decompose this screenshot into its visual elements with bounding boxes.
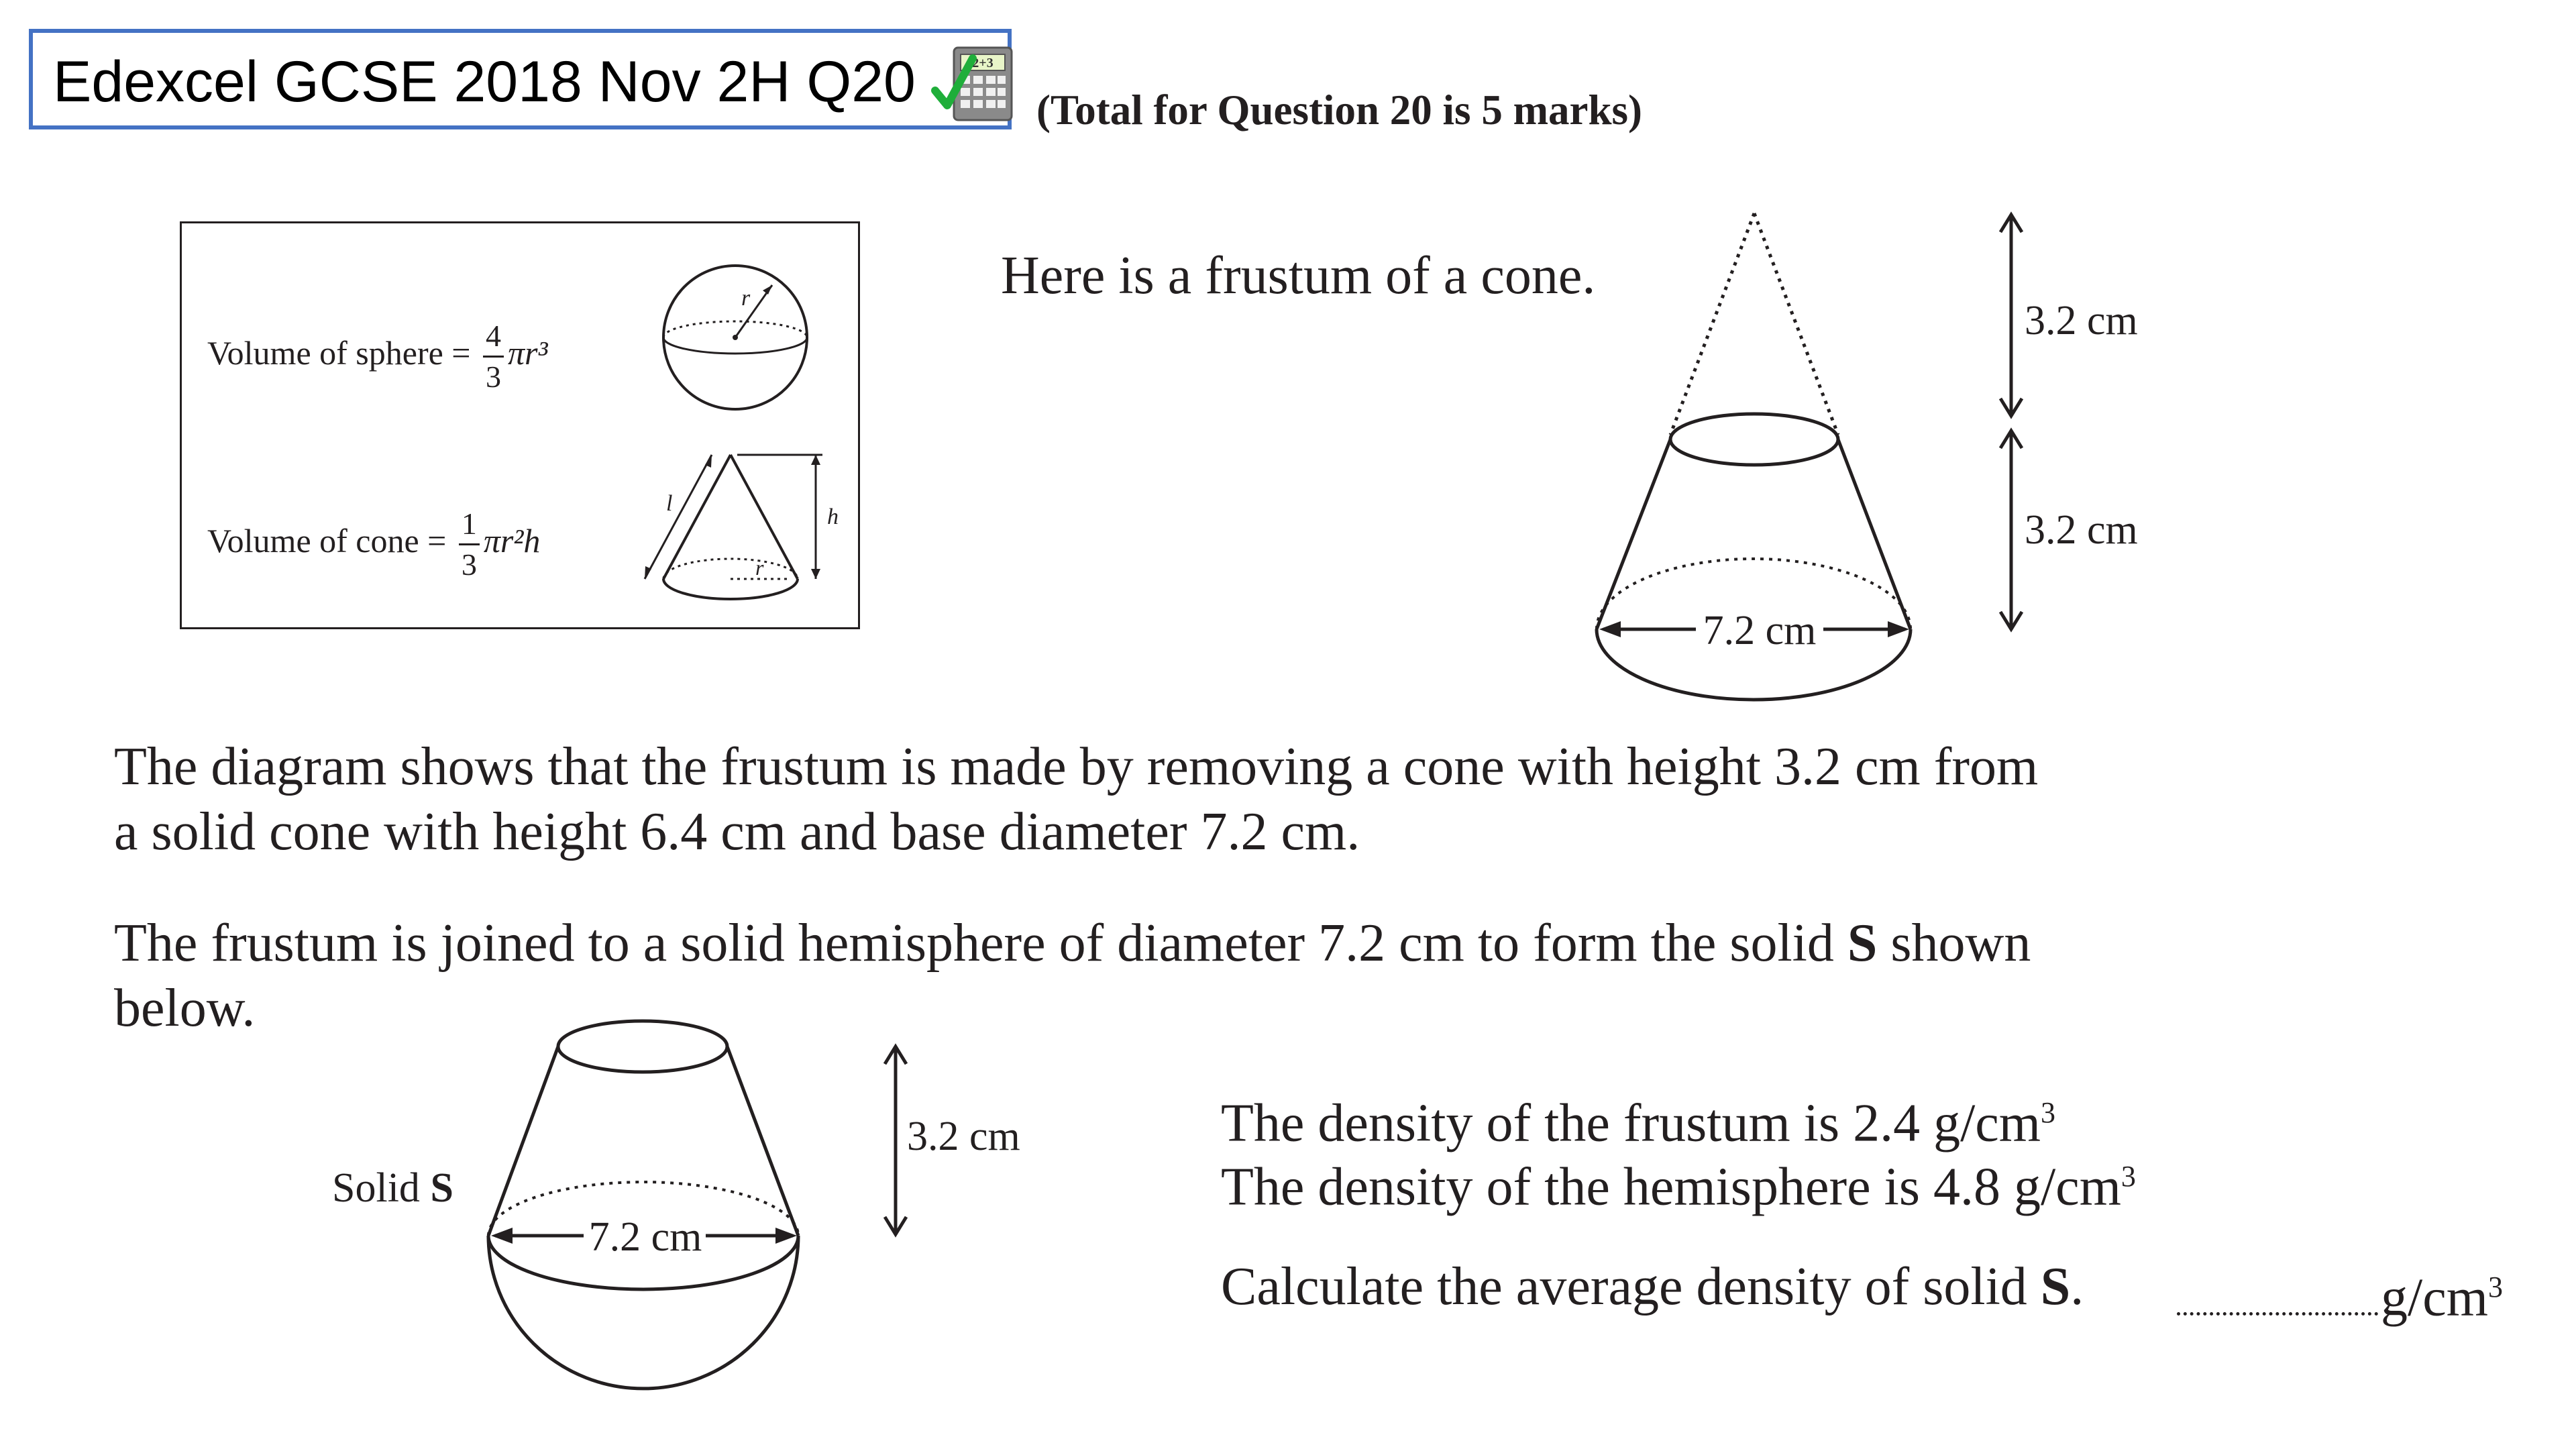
base-diameter-label: 7.2 cm xyxy=(1703,608,1817,653)
paragraph-2-line-1 xyxy=(114,911,2031,976)
top-height-label: 3.2 cm xyxy=(2025,298,2138,343)
solid-s-height-label: 3.2 cm xyxy=(907,1114,1020,1159)
sphere-expression: πr³ xyxy=(507,333,548,372)
sphere-denominator: 3 xyxy=(485,360,501,394)
total-marks: (Total for Question 20 is 5 marks) xyxy=(1036,87,1643,133)
solid-s-label-bold: S xyxy=(430,1165,453,1211)
page-title: Edexcel GCSE 2018 Nov 2H Q20 xyxy=(53,50,916,114)
answer-line[interactable] xyxy=(2177,1254,2503,1331)
density-hemisphere xyxy=(1221,1144,2136,1220)
paragraph-1-line-2: a solid cone with height 6.4 cm and base diameter 7.2 cm. xyxy=(114,802,1360,861)
answer-unit-sup: 3 xyxy=(2487,1271,2503,1303)
paragraph-2-line-2: below. xyxy=(114,979,256,1038)
calculator-display-text: 2+3 xyxy=(972,56,994,70)
frustum-diagram xyxy=(1576,195,2180,718)
cone-formula-label: Volume of cone = xyxy=(207,521,447,559)
cone-height-label: h xyxy=(827,504,839,529)
calculator-icon xyxy=(928,38,1016,129)
question-text-main: Calculate the average density of solid xyxy=(1221,1257,2041,1316)
sphere-formula-label: Volume of sphere = xyxy=(207,333,471,372)
sphere-diagram xyxy=(663,266,807,409)
sphere-numerator: 4 xyxy=(483,321,504,358)
density-hemisphere-sup: 3 xyxy=(2121,1160,2136,1193)
solid-s-diameter-label: 7.2 cm xyxy=(588,1214,702,1260)
question-text xyxy=(1221,1254,2084,1320)
cone-slant-label: l xyxy=(666,491,673,516)
cone-denominator: 3 xyxy=(461,547,477,582)
sphere-radius-label: r xyxy=(741,286,751,311)
cone-expression: πr²h xyxy=(483,521,541,559)
cone-diagram xyxy=(645,455,839,599)
density-hemisphere-text: The density of the hemisphere is 4.8 g/cm xyxy=(1221,1157,2121,1217)
solid-s-ref: S xyxy=(1847,914,1878,973)
title-box xyxy=(29,29,1012,129)
intro-text: Here is a frustum of a cone. xyxy=(1001,246,1596,305)
cone-numerator: 1 xyxy=(459,508,480,545)
paragraph-2-text: The frustum is joined to a solid hemisphere of diameter 7.2 cm to form the solid xyxy=(114,914,1847,973)
paragraph-1 xyxy=(114,735,2038,865)
density-frustum-text: The density of the frustum is 2.4 g/cm xyxy=(1221,1093,2041,1153)
formula-box xyxy=(180,221,860,629)
bottom-height-label: 3.2 cm xyxy=(2025,507,2138,553)
answer-blank[interactable] xyxy=(2177,1312,2378,1316)
question-period: . xyxy=(2070,1257,2084,1316)
question-solid-s: S xyxy=(2040,1257,2071,1316)
paragraph-2-shown: shown xyxy=(1877,914,2031,973)
cone-radius-label: r xyxy=(755,555,764,580)
solid-s-label-text: Solid xyxy=(332,1165,431,1211)
solid-s-label xyxy=(332,1165,453,1212)
density-frustum-sup: 3 xyxy=(2041,1096,2056,1129)
solid-s-diagram xyxy=(470,1006,1073,1409)
answer-unit: g/cm xyxy=(2381,1268,2488,1328)
paragraph-1-line-1: The diagram shows that the frustum is made by removing a cone with height 3.2 cm from xyxy=(114,737,2039,796)
formula-diagrams xyxy=(182,223,858,627)
